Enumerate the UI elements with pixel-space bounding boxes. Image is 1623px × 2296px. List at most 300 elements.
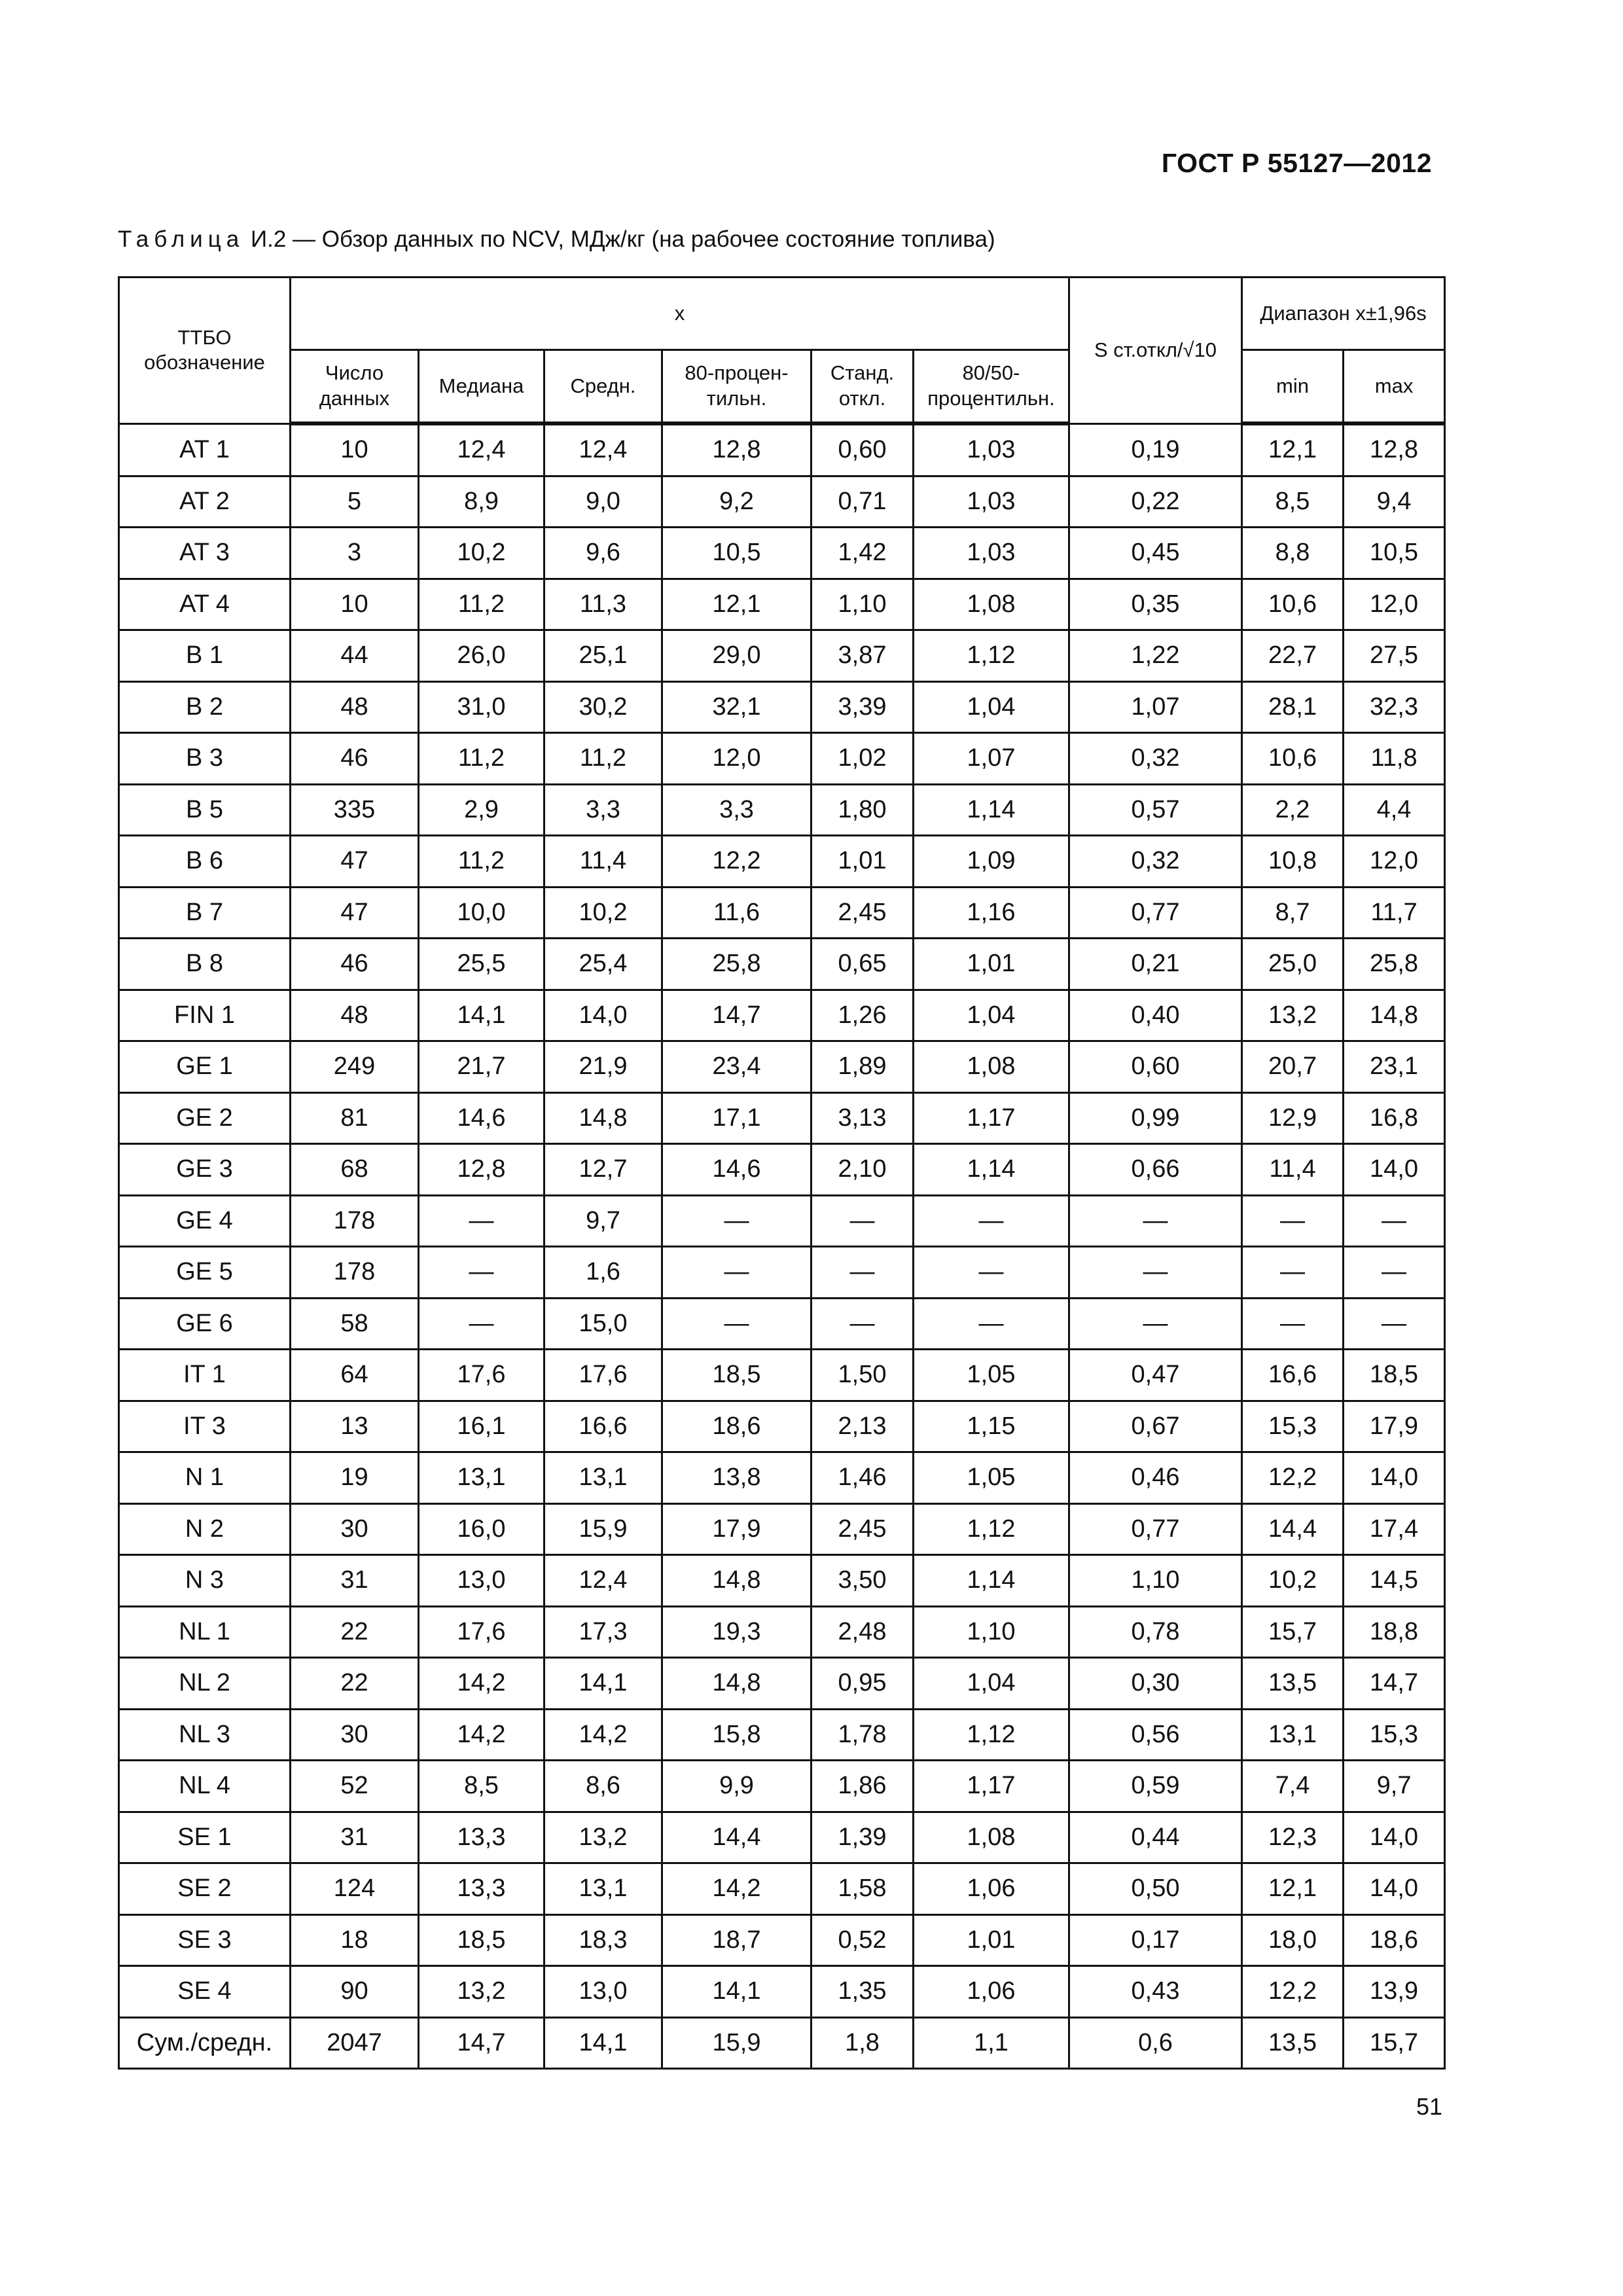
- cell-max: 14,8: [1344, 990, 1445, 1041]
- cell-min: 22,7: [1242, 630, 1344, 682]
- cell-mean: 14,1: [544, 2017, 662, 2069]
- header-std: Станд. откл.: [812, 350, 914, 424]
- cell-p80: 10,5: [662, 528, 812, 579]
- cell-s: 0,21: [1069, 939, 1242, 990]
- cell-s: 0,35: [1069, 579, 1242, 630]
- cell-count: 48: [291, 990, 419, 1041]
- cell-s: 0,78: [1069, 1606, 1242, 1658]
- cell-s: 0,57: [1069, 784, 1242, 836]
- cell-std: —: [812, 1195, 914, 1247]
- cell-mean: 11,3: [544, 579, 662, 630]
- cell-s: 0,59: [1069, 1761, 1242, 1812]
- cell-p80: 12,8: [662, 423, 812, 476]
- cell-designation: FIN 1: [119, 990, 291, 1041]
- cell-count: 19: [291, 1452, 419, 1504]
- cell-max: 9,7: [1344, 1761, 1445, 1812]
- cell-p80: 14,1: [662, 1966, 812, 2018]
- cell-mean: 15,0: [544, 1298, 662, 1350]
- cell-min: 12,9: [1242, 1092, 1344, 1144]
- cell-count: 81: [291, 1092, 419, 1144]
- cell-std: 2,45: [812, 887, 914, 939]
- cell-min: 10,6: [1242, 733, 1344, 785]
- table-row: [119, 579, 1445, 630]
- cell-max: 10,5: [1344, 528, 1445, 579]
- cell-p80: —: [662, 1298, 812, 1350]
- cell-median: 14,6: [419, 1092, 544, 1144]
- cell-p80-50: 1,14: [914, 1555, 1069, 1607]
- cell-designation: B 3: [119, 733, 291, 785]
- ncv-data-table: [118, 276, 1446, 2070]
- table-row: [119, 1144, 1445, 1196]
- cell-p80-50: 1,03: [914, 528, 1069, 579]
- cell-median: 11,2: [419, 579, 544, 630]
- table-row: [119, 1298, 1445, 1350]
- cell-max: 27,5: [1344, 630, 1445, 682]
- cell-p80: 15,8: [662, 1709, 812, 1761]
- header-range: Диапазон x±1,96s: [1242, 278, 1445, 350]
- cell-median: 17,6: [419, 1350, 544, 1401]
- cell-designation: B 2: [119, 681, 291, 733]
- cell-designation: N 1: [119, 1452, 291, 1504]
- cell-designation: GE 2: [119, 1092, 291, 1144]
- cell-mean: 30,2: [544, 681, 662, 733]
- header-p80: 80-процен-тильн.: [662, 350, 812, 424]
- cell-min: 8,8: [1242, 528, 1344, 579]
- cell-p80: 9,9: [662, 1761, 812, 1812]
- cell-max: 18,5: [1344, 1350, 1445, 1401]
- cell-std: 0,95: [812, 1658, 914, 1710]
- cell-p80: 17,9: [662, 1503, 812, 1555]
- cell-max: 18,8: [1344, 1606, 1445, 1658]
- cell-s: 0,60: [1069, 1041, 1242, 1093]
- cell-designation: NL 2: [119, 1658, 291, 1710]
- table-row: [119, 1863, 1445, 1915]
- cell-mean: 10,2: [544, 887, 662, 939]
- cell-p80-50: 1,17: [914, 1761, 1069, 1812]
- table-body: [119, 423, 1445, 2069]
- cell-median: 2,9: [419, 784, 544, 836]
- cell-std: 3,13: [812, 1092, 914, 1144]
- cell-count: 124: [291, 1863, 419, 1915]
- cell-min: 28,1: [1242, 681, 1344, 733]
- page-number: 51: [1416, 2093, 1442, 2120]
- cell-p80-50: —: [914, 1247, 1069, 1299]
- cell-mean: 14,1: [544, 1658, 662, 1710]
- table-caption-label: Таблица: [118, 226, 245, 252]
- cell-designation: AT 3: [119, 528, 291, 579]
- cell-s: 0,56: [1069, 1709, 1242, 1761]
- cell-p80: 18,6: [662, 1401, 812, 1452]
- cell-min: —: [1242, 1298, 1344, 1350]
- table-row: [119, 887, 1445, 939]
- header-count: Число данных: [291, 350, 419, 424]
- cell-p80: 9,2: [662, 476, 812, 528]
- cell-mean: 18,3: [544, 1914, 662, 1966]
- cell-median: 17,6: [419, 1606, 544, 1658]
- cell-s: 0,44: [1069, 1812, 1242, 1863]
- cell-max: 17,9: [1344, 1401, 1445, 1452]
- cell-min: 18,0: [1242, 1914, 1344, 1966]
- cell-mean: 13,2: [544, 1812, 662, 1863]
- cell-mean: 8,6: [544, 1761, 662, 1812]
- cell-min: 13,5: [1242, 1658, 1344, 1710]
- cell-count: 44: [291, 630, 419, 682]
- cell-p80-50: 1,12: [914, 630, 1069, 682]
- cell-median: 13,3: [419, 1863, 544, 1915]
- cell-p80-50: 1,12: [914, 1709, 1069, 1761]
- cell-designation: SE 3: [119, 1914, 291, 1966]
- cell-min: 2,2: [1242, 784, 1344, 836]
- cell-std: 2,45: [812, 1503, 914, 1555]
- table-row: [119, 681, 1445, 733]
- cell-designation: Сум./средн.: [119, 2017, 291, 2069]
- cell-s: 0,19: [1069, 423, 1242, 476]
- cell-count: 249: [291, 1041, 419, 1093]
- table-row: [119, 476, 1445, 528]
- cell-mean: 12,7: [544, 1144, 662, 1196]
- cell-designation: SE 1: [119, 1812, 291, 1863]
- cell-p80: 11,6: [662, 887, 812, 939]
- cell-std: 0,60: [812, 423, 914, 476]
- table-row: [119, 1401, 1445, 1452]
- cell-designation: IT 1: [119, 1350, 291, 1401]
- cell-median: 8,9: [419, 476, 544, 528]
- cell-mean: 16,6: [544, 1401, 662, 1452]
- cell-median: 31,0: [419, 681, 544, 733]
- cell-p80-50: 1,14: [914, 1144, 1069, 1196]
- cell-std: 0,65: [812, 939, 914, 990]
- header-p80-50: 80/50-процентильн.: [914, 350, 1069, 424]
- table-row: [119, 1503, 1445, 1555]
- cell-mean: 15,9: [544, 1503, 662, 1555]
- cell-p80-50: 1,04: [914, 681, 1069, 733]
- cell-p80: —: [662, 1247, 812, 1299]
- cell-designation: N 3: [119, 1555, 291, 1607]
- cell-count: 31: [291, 1555, 419, 1607]
- cell-std: 3,87: [812, 630, 914, 682]
- cell-std: 1,42: [812, 528, 914, 579]
- cell-mean: 14,8: [544, 1092, 662, 1144]
- cell-std: 1,58: [812, 1863, 914, 1915]
- cell-s: 0,40: [1069, 990, 1242, 1041]
- cell-mean: 17,6: [544, 1350, 662, 1401]
- cell-p80: 18,7: [662, 1914, 812, 1966]
- cell-s: 0,6: [1069, 2017, 1242, 2069]
- cell-p80: 12,0: [662, 733, 812, 785]
- header-mean: Средн.: [544, 350, 662, 424]
- cell-max: 15,3: [1344, 1709, 1445, 1761]
- cell-max: 14,0: [1344, 1452, 1445, 1504]
- cell-min: 20,7: [1242, 1041, 1344, 1093]
- cell-min: 16,6: [1242, 1350, 1344, 1401]
- cell-p80-50: 1,01: [914, 939, 1069, 990]
- cell-p80-50: 1,15: [914, 1401, 1069, 1452]
- cell-median: 13,3: [419, 1812, 544, 1863]
- cell-p80-50: —: [914, 1298, 1069, 1350]
- cell-p80-50: 1,14: [914, 784, 1069, 836]
- cell-mean: 14,2: [544, 1709, 662, 1761]
- cell-p80: 15,9: [662, 2017, 812, 2069]
- cell-count: 30: [291, 1709, 419, 1761]
- cell-count: 47: [291, 887, 419, 939]
- cell-s: 0,47: [1069, 1350, 1242, 1401]
- cell-mean: 1,6: [544, 1247, 662, 1299]
- cell-p80-50: 1,08: [914, 1041, 1069, 1093]
- table-row: [119, 836, 1445, 888]
- cell-count: 178: [291, 1195, 419, 1247]
- cell-median: 14,7: [419, 2017, 544, 2069]
- cell-min: 15,3: [1242, 1401, 1344, 1452]
- cell-p80-50: 1,06: [914, 1966, 1069, 2018]
- cell-median: 11,2: [419, 836, 544, 888]
- cell-s: 1,07: [1069, 681, 1242, 733]
- cell-mean: 17,3: [544, 1606, 662, 1658]
- cell-s: 0,66: [1069, 1144, 1242, 1196]
- cell-designation: NL 1: [119, 1606, 291, 1658]
- cell-mean: 14,0: [544, 990, 662, 1041]
- cell-p80-50: —: [914, 1195, 1069, 1247]
- table-row: [119, 1092, 1445, 1144]
- cell-designation: GE 3: [119, 1144, 291, 1196]
- cell-count: 48: [291, 681, 419, 733]
- cell-count: 30: [291, 1503, 419, 1555]
- cell-std: 2,13: [812, 1401, 914, 1452]
- cell-s: 0,22: [1069, 476, 1242, 528]
- cell-designation: NL 4: [119, 1761, 291, 1812]
- cell-min: —: [1242, 1195, 1344, 1247]
- cell-s: —: [1069, 1298, 1242, 1350]
- cell-min: 10,2: [1242, 1555, 1344, 1607]
- cell-min: 11,4: [1242, 1144, 1344, 1196]
- table-row: [119, 990, 1445, 1041]
- cell-max: —: [1344, 1298, 1445, 1350]
- cell-min: 7,4: [1242, 1761, 1344, 1812]
- cell-std: 1,10: [812, 579, 914, 630]
- cell-mean: 9,6: [544, 528, 662, 579]
- cell-count: 52: [291, 1761, 419, 1812]
- cell-max: 13,9: [1344, 1966, 1445, 2018]
- cell-std: 1,02: [812, 733, 914, 785]
- cell-min: 25,0: [1242, 939, 1344, 990]
- cell-median: 8,5: [419, 1761, 544, 1812]
- cell-s: 0,77: [1069, 1503, 1242, 1555]
- cell-s: 0,45: [1069, 528, 1242, 579]
- cell-std: 0,71: [812, 476, 914, 528]
- table-row: [119, 784, 1445, 836]
- cell-mean: 11,2: [544, 733, 662, 785]
- table-row: [119, 1914, 1445, 1966]
- cell-designation: N 2: [119, 1503, 291, 1555]
- cell-std: 0,52: [812, 1914, 914, 1966]
- header-designation: ТТБО обозначение: [119, 278, 291, 424]
- cell-median: —: [419, 1195, 544, 1247]
- cell-min: 10,6: [1242, 579, 1344, 630]
- cell-min: 13,2: [1242, 990, 1344, 1041]
- cell-designation: GE 6: [119, 1298, 291, 1350]
- cell-p80-50: 1,10: [914, 1606, 1069, 1658]
- cell-median: 13,2: [419, 1966, 544, 2018]
- cell-p80-50: 1,08: [914, 1812, 1069, 1863]
- table-row: [119, 1041, 1445, 1093]
- cell-s: —: [1069, 1247, 1242, 1299]
- cell-s: 0,32: [1069, 836, 1242, 888]
- cell-std: 1,89: [812, 1041, 914, 1093]
- cell-count: 13: [291, 1401, 419, 1452]
- cell-p80-50: 1,04: [914, 1658, 1069, 1710]
- cell-max: —: [1344, 1247, 1445, 1299]
- cell-min: 15,7: [1242, 1606, 1344, 1658]
- cell-s: 1,10: [1069, 1555, 1242, 1607]
- cell-p80-50: 1,16: [914, 887, 1069, 939]
- cell-std: 1,8: [812, 2017, 914, 2069]
- cell-designation: B 6: [119, 836, 291, 888]
- cell-count: 22: [291, 1658, 419, 1710]
- cell-s: 0,43: [1069, 1966, 1242, 2018]
- cell-p80: 29,0: [662, 630, 812, 682]
- cell-designation: AT 1: [119, 423, 291, 476]
- cell-min: 8,7: [1242, 887, 1344, 939]
- table-row: [119, 1195, 1445, 1247]
- cell-designation: IT 3: [119, 1401, 291, 1452]
- cell-p80: 12,1: [662, 579, 812, 630]
- cell-p80: 23,4: [662, 1041, 812, 1093]
- cell-p80: 18,5: [662, 1350, 812, 1401]
- cell-s: 0,50: [1069, 1863, 1242, 1915]
- table-row: [119, 733, 1445, 785]
- cell-max: 12,0: [1344, 836, 1445, 888]
- cell-max: 14,5: [1344, 1555, 1445, 1607]
- cell-p80: 14,8: [662, 1658, 812, 1710]
- cell-p80: 25,8: [662, 939, 812, 990]
- cell-max: 14,7: [1344, 1658, 1445, 1710]
- cell-designation: B 1: [119, 630, 291, 682]
- cell-max: 12,8: [1344, 423, 1445, 476]
- cell-median: 16,1: [419, 1401, 544, 1452]
- cell-mean: 11,4: [544, 836, 662, 888]
- cell-max: 15,7: [1344, 2017, 1445, 2069]
- cell-max: 25,8: [1344, 939, 1445, 990]
- document-id: ГОСТ Р 55127—2012: [1161, 148, 1432, 178]
- table-row: [119, 2017, 1445, 2069]
- cell-min: 12,1: [1242, 1863, 1344, 1915]
- cell-designation: GE 1: [119, 1041, 291, 1093]
- cell-p80: 17,1: [662, 1092, 812, 1144]
- cell-mean: 9,7: [544, 1195, 662, 1247]
- cell-median: 10,0: [419, 887, 544, 939]
- cell-std: 1,01: [812, 836, 914, 888]
- cell-s: —: [1069, 1195, 1242, 1247]
- header-x-group: x: [291, 278, 1069, 350]
- cell-s: 0,46: [1069, 1452, 1242, 1504]
- cell-std: 3,50: [812, 1555, 914, 1607]
- cell-max: 32,3: [1344, 681, 1445, 733]
- cell-designation: GE 4: [119, 1195, 291, 1247]
- cell-p80-50: 1,06: [914, 1863, 1069, 1915]
- cell-max: 12,0: [1344, 579, 1445, 630]
- cell-designation: GE 5: [119, 1247, 291, 1299]
- cell-designation: AT 4: [119, 579, 291, 630]
- cell-median: 26,0: [419, 630, 544, 682]
- cell-min: 13,5: [1242, 2017, 1344, 2069]
- cell-mean: 13,1: [544, 1863, 662, 1915]
- table-row: [119, 1658, 1445, 1710]
- header-s: S ст.откл/√10: [1069, 278, 1242, 424]
- table-row: [119, 1452, 1445, 1504]
- cell-s: 0,32: [1069, 733, 1242, 785]
- cell-median: 12,8: [419, 1144, 544, 1196]
- table-row: [119, 423, 1445, 476]
- cell-count: 68: [291, 1144, 419, 1196]
- cell-mean: 3,3: [544, 784, 662, 836]
- cell-median: 12,4: [419, 423, 544, 476]
- cell-p80: 14,8: [662, 1555, 812, 1607]
- cell-p80-50: 1,01: [914, 1914, 1069, 1966]
- cell-max: 14,0: [1344, 1812, 1445, 1863]
- cell-median: —: [419, 1298, 544, 1350]
- cell-count: 10: [291, 423, 419, 476]
- table-row: [119, 1812, 1445, 1863]
- cell-mean: 25,1: [544, 630, 662, 682]
- cell-median: 14,2: [419, 1658, 544, 1710]
- cell-median: 13,1: [419, 1452, 544, 1504]
- cell-median: 18,5: [419, 1914, 544, 1966]
- cell-p80: 32,1: [662, 681, 812, 733]
- cell-max: 17,4: [1344, 1503, 1445, 1555]
- cell-s: 0,99: [1069, 1092, 1242, 1144]
- cell-p80-50: 1,04: [914, 990, 1069, 1041]
- cell-mean: 9,0: [544, 476, 662, 528]
- cell-p80-50: 1,17: [914, 1092, 1069, 1144]
- cell-p80: 13,8: [662, 1452, 812, 1504]
- table-row: [119, 939, 1445, 990]
- cell-s: 0,17: [1069, 1914, 1242, 1966]
- cell-std: 1,78: [812, 1709, 914, 1761]
- cell-count: 10: [291, 579, 419, 630]
- cell-designation: AT 2: [119, 476, 291, 528]
- cell-count: 335: [291, 784, 419, 836]
- cell-designation: NL 3: [119, 1709, 291, 1761]
- cell-p80: —: [662, 1195, 812, 1247]
- cell-std: 1,35: [812, 1966, 914, 2018]
- cell-std: 1,26: [812, 990, 914, 1041]
- cell-s: 0,77: [1069, 887, 1242, 939]
- cell-max: 14,0: [1344, 1863, 1445, 1915]
- table-row: [119, 1606, 1445, 1658]
- cell-p80-50: 1,05: [914, 1452, 1069, 1504]
- cell-median: 16,0: [419, 1503, 544, 1555]
- cell-min: 12,3: [1242, 1812, 1344, 1863]
- cell-min: 13,1: [1242, 1709, 1344, 1761]
- cell-count: 46: [291, 939, 419, 990]
- cell-median: 10,2: [419, 528, 544, 579]
- cell-mean: 12,4: [544, 423, 662, 476]
- cell-min: 8,5: [1242, 476, 1344, 528]
- cell-max: 9,4: [1344, 476, 1445, 528]
- cell-min: 10,8: [1242, 836, 1344, 888]
- cell-count: 178: [291, 1247, 419, 1299]
- cell-p80-50: 1,1: [914, 2017, 1069, 2069]
- table-row: [119, 1247, 1445, 1299]
- cell-max: 14,0: [1344, 1144, 1445, 1196]
- cell-designation: SE 4: [119, 1966, 291, 2018]
- table-row: [119, 1709, 1445, 1761]
- cell-p80: 12,2: [662, 836, 812, 888]
- cell-max: —: [1344, 1195, 1445, 1247]
- cell-s: 0,67: [1069, 1401, 1242, 1452]
- table-row: [119, 630, 1445, 682]
- cell-p80-50: 1,05: [914, 1350, 1069, 1401]
- cell-mean: 13,0: [544, 1966, 662, 2018]
